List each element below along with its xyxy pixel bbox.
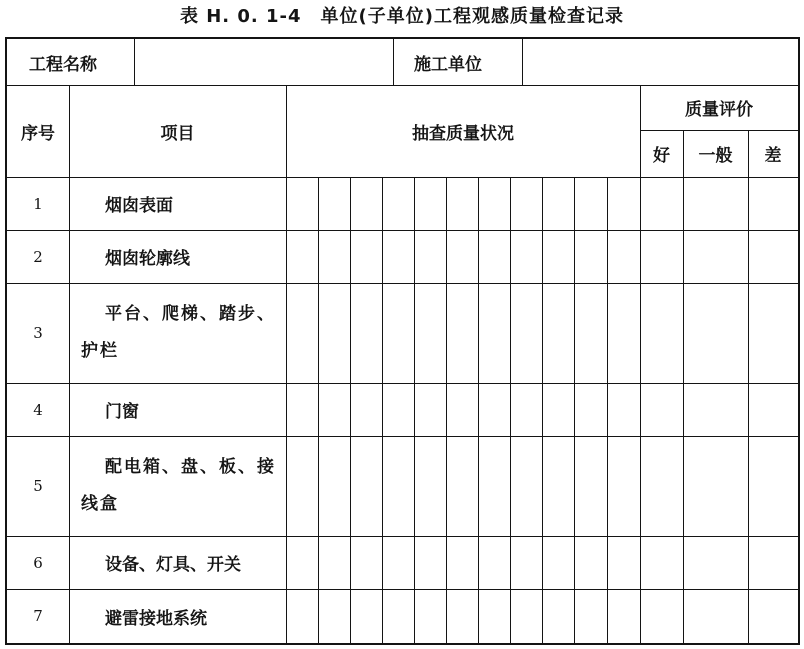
project-name-label: 工程名称 — [29, 54, 97, 75]
row-seq: 3 — [33, 324, 43, 342]
inspection-grid-line — [574, 177, 575, 645]
row-item-label: 门窗 — [105, 402, 139, 422]
row-item-label: 避雷接地系统 — [105, 608, 207, 629]
column-divider — [748, 130, 749, 645]
evaluation-column-header: 质量评价 — [685, 100, 753, 120]
good-column-header: 好 — [653, 146, 670, 166]
inspection-grid-line — [318, 177, 319, 645]
inspection-grid-line — [607, 177, 608, 645]
inspection-grid-line — [446, 177, 447, 645]
row-seq: 1 — [33, 194, 43, 213]
item-column-header: 项目 — [160, 123, 195, 144]
row-item-line: 平台、爬梯、踏步、 — [105, 304, 276, 324]
average-column-header: 一般 — [698, 146, 733, 166]
row-seq: 4 — [33, 400, 43, 419]
construction-unit-label: 施工单位 — [414, 54, 482, 75]
inspection-column-header: 抽查质量状况 — [412, 123, 514, 144]
row-item-label-multiline — [69, 283, 286, 383]
row-item-label: 烟囱轮廓线 — [105, 249, 190, 269]
inspection-grid-line — [382, 177, 383, 645]
inspection-grid-line — [542, 177, 543, 645]
seq-column-header: 序号 — [21, 123, 55, 144]
row-seq: 7 — [33, 607, 43, 625]
row-item-line: 线盒 — [81, 494, 119, 514]
row-item-label: 烟囱表面 — [105, 196, 173, 216]
row-seq: 5 — [33, 477, 43, 495]
inspection-grid-line — [510, 177, 511, 645]
poor-column-header: 差 — [764, 146, 782, 166]
inspection-grid-line — [350, 177, 351, 645]
row-item-label: 设备、灯具、开关 — [105, 555, 241, 575]
header-divider-v — [393, 39, 394, 85]
inspection-grid-line — [478, 177, 479, 645]
row-item-line: 配电箱、盘、板、接 — [105, 457, 276, 477]
row-item-label-multiline — [69, 436, 286, 536]
inspection-grid-line — [414, 177, 415, 645]
construction-unit-field[interactable] — [523, 39, 798, 85]
row-seq: 2 — [33, 247, 43, 266]
row-item-line: 护栏 — [81, 341, 119, 361]
page-title: 表 H. 0. 1-4 单位(子单位)工程观感质量检查记录 — [179, 6, 625, 27]
row-seq: 6 — [33, 553, 43, 572]
inspection-record-table — [5, 37, 800, 645]
column-divider — [683, 130, 684, 645]
project-name-field[interactable] — [135, 39, 393, 85]
